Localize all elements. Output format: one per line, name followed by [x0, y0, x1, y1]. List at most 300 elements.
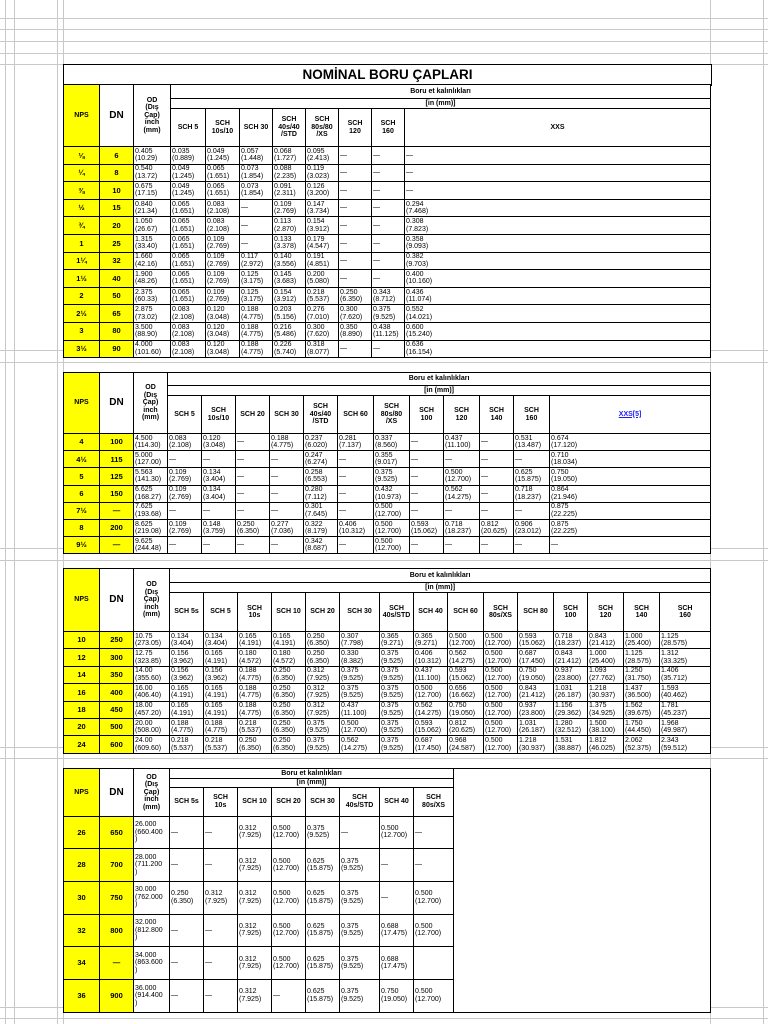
wall-value-line: 0.375: [381, 737, 399, 745]
wall-value-line: —: [373, 204, 380, 212]
wall-value-line: 1.375: [589, 702, 607, 710]
wall-thickness-cell: [338, 519, 374, 536]
wall-thickness-cell: [206, 340, 240, 358]
wall-value-line: (45.237): [661, 709, 688, 717]
dn-cell: 65: [100, 305, 134, 323]
wall-thickness-cell: [339, 234, 372, 252]
wall-value-line: 0.322: [305, 520, 323, 528]
wall-thickness-cell: [306, 182, 339, 200]
od-value-line: (508.00): [135, 727, 162, 735]
od-value-line: 20.00: [135, 719, 153, 727]
wall-value-line: (4.775): [271, 442, 294, 450]
wall-thickness-cell: [340, 701, 380, 718]
wall-thickness-cell: [306, 322, 339, 340]
wall-value-line: —: [203, 455, 210, 463]
wall-value-line: (19.050): [381, 995, 408, 1003]
wall-value-line: 0.500: [449, 632, 467, 640]
wall-value-line: 0.300: [307, 323, 325, 331]
wall-value-line: 0.134: [203, 468, 221, 476]
od-cell: [134, 649, 170, 666]
schedule-header-line: SCH 30: [243, 123, 269, 131]
wall-value-line: 0.147: [307, 200, 325, 208]
wall-value-line: (15.875): [307, 995, 334, 1003]
schedule-header-line: 120: [599, 612, 612, 619]
wall-value-line: 0.864: [551, 486, 569, 494]
wall-value-line: (33.325): [661, 657, 688, 665]
wall-value-line: —: [373, 169, 380, 177]
table-row: [64, 684, 711, 701]
wall-thickness-cell: [240, 164, 273, 182]
table-row: [64, 217, 711, 235]
schedule-header: [240, 109, 273, 147]
wall-value-line: 0.500: [485, 684, 503, 692]
wall-value-line: (12.700): [273, 832, 300, 840]
wall-thickness-cell: [340, 666, 380, 683]
wall-value-line: (5.537): [171, 744, 194, 752]
wall-thickness-cell: [518, 736, 554, 753]
wall-thickness-band: Boru et kalınlıkları: [168, 373, 711, 386]
od-value-line: 0.540: [135, 165, 153, 173]
dn-cell: 100: [100, 434, 134, 451]
wall-thickness-cell: [444, 537, 480, 554]
wall-value-line: (8.077): [307, 348, 330, 356]
od-value-line: 4.500: [135, 434, 153, 442]
schedule-header-line: SCH: [215, 120, 230, 127]
od-value-line: 30.000: [135, 886, 157, 894]
wall-value-line: 0.375: [341, 857, 359, 865]
od-value-line: (863.600: [135, 959, 163, 967]
od-header-line: Çap): [144, 111, 160, 119]
wall-thickness-cell: [339, 305, 372, 323]
wall-value-line: —: [445, 541, 452, 549]
wall-value-line: 0.656: [449, 684, 467, 692]
schedule-header-line: 10s: [248, 612, 261, 619]
table-row: [64, 502, 711, 519]
wall-thickness-cell: [338, 434, 374, 451]
schedule-header-line: SCH: [314, 116, 330, 124]
wall-value-line: —: [171, 828, 178, 836]
wall-value-line: 1.562: [625, 702, 643, 710]
wall-value-line: (5.537): [307, 296, 330, 304]
wall-value-line: 0.688: [381, 955, 399, 963]
wall-thickness-cell: [480, 502, 514, 519]
dn-cell: 6: [100, 147, 134, 165]
wall-value-line: 1.000: [589, 650, 607, 658]
wall-thickness-cell: [206, 252, 240, 270]
wall-value-line: (8.712): [373, 296, 396, 304]
wall-value-line: —: [411, 541, 418, 549]
wall-value-line: (12.700): [341, 727, 368, 735]
wall-value-line: (7.823): [406, 225, 429, 233]
wall-thickness-cell: [550, 519, 711, 536]
od-header: [134, 569, 170, 632]
wall-value-line: —: [171, 959, 178, 967]
wall-value-line: (7.925): [205, 897, 228, 905]
wall-thickness-cell: [660, 684, 711, 701]
wall-value-line: 0.057: [241, 147, 259, 155]
wall-value-line: (11.100): [341, 709, 367, 717]
wall-value-line: 0.312: [239, 890, 257, 898]
wall-thickness-cell: [272, 947, 306, 980]
wall-value-line: (18.034): [551, 459, 578, 467]
od-header-line: inch: [144, 603, 159, 611]
wall-value-line: 0.812: [481, 520, 499, 528]
wall-thickness-cell: [338, 537, 374, 554]
wall-thickness-cell: [240, 182, 273, 200]
wall-thickness-cell: [380, 979, 414, 1012]
wall-value-line: —: [415, 828, 422, 836]
wall-value-line: (12.700): [445, 476, 472, 484]
wall-value-line: 0.125: [241, 270, 259, 278]
wall-value-line: 0.188: [239, 684, 257, 692]
wall-value-line: 0.188: [171, 719, 189, 727]
wall-thickness-cell: [340, 881, 380, 914]
nps-cell: 4½: [64, 451, 100, 468]
wall-value-line: (6.350): [273, 692, 296, 700]
wall-value-line: (2.108): [172, 331, 195, 339]
wall-value-line: 0.083: [207, 218, 225, 226]
wall-thickness-cell: [240, 217, 273, 235]
wall-thickness-cell: [414, 914, 454, 947]
wall-value-line: 0.134: [171, 632, 189, 640]
schedule-header-line: SCH: [419, 407, 434, 414]
wall-value-line: (9.525): [341, 963, 364, 971]
wall-value-line: —: [237, 472, 244, 480]
wall-thickness-cell: [170, 701, 204, 718]
dn-cell: 900: [100, 979, 134, 1012]
schedule-header: [306, 593, 340, 632]
nps-cell: 1: [64, 234, 100, 252]
schedule-header-line: SCH 20: [276, 797, 301, 805]
page-title: NOMİNAL BORU ÇAPLARI: [63, 64, 712, 86]
wall-value-line: (12.700): [381, 832, 408, 840]
wall-thickness-cell: [340, 684, 380, 701]
wall-value-line: (9.525): [307, 727, 330, 735]
wall-thickness-cell: [306, 252, 339, 270]
nps-cell: 36: [64, 979, 100, 1012]
wall-thickness-cell: [444, 519, 480, 536]
wall-value-line: 0.318: [307, 341, 325, 349]
wall-thickness-cell: [518, 649, 554, 666]
wall-value-line: 0.312: [307, 702, 325, 710]
wall-value-line: —: [340, 151, 347, 159]
wall-value-line: (1.651): [172, 296, 195, 304]
schedule-header-line: 80s/XS: [489, 612, 512, 619]
wall-thickness-cell: [372, 217, 405, 235]
wall-value-line: (30.937): [519, 744, 546, 752]
wall-thickness-cell: [240, 340, 273, 358]
wall-thickness-cell: [410, 519, 444, 536]
schedule-header: [171, 109, 206, 147]
od-value-line: (33.40): [135, 243, 158, 251]
wall-value-line: (1.651): [172, 208, 195, 216]
wall-value-line: (5.156): [274, 313, 297, 321]
wall-value-line: (7.137): [339, 442, 362, 450]
od-value-line: 0.840: [135, 200, 153, 208]
wall-value-line: —: [445, 507, 452, 515]
wall-value-line: (5.537): [205, 744, 228, 752]
wall-value-line: 0.145: [274, 270, 292, 278]
schedule-header-line: SCH: [211, 407, 226, 414]
wall-value-line: (3.378): [274, 243, 297, 251]
wall-value-line: (12.700): [485, 692, 512, 700]
od-header-line: inch: [144, 796, 159, 803]
wall-thickness-cell: [518, 684, 554, 701]
od-value-line: ): [135, 999, 138, 1007]
wall-thickness-cell: [444, 434, 480, 451]
schedule-header-line: SCH: [213, 794, 228, 801]
od-cell: [134, 718, 170, 735]
wall-value-line: (3.734): [307, 208, 330, 216]
wall-value-line: (22.225): [551, 528, 578, 536]
schedule-header-line: SCH: [352, 794, 367, 801]
wall-value-line: (9.525): [381, 727, 404, 735]
wall-thickness-cell: [484, 684, 518, 701]
wall-value-line: (2.108): [172, 313, 195, 321]
wall-thickness-cell: [518, 701, 554, 718]
wall-value-line: (5.486): [274, 331, 297, 339]
od-value-line: (17.15): [135, 190, 158, 198]
wall-thickness-cell: [410, 502, 444, 519]
wall-thickness-cell: [204, 816, 238, 849]
wall-value-line: 0.258: [305, 468, 323, 476]
wall-value-line: (19.050): [519, 674, 546, 682]
od-value-line: (21.34): [135, 208, 158, 216]
wall-value-line: 0.500: [485, 719, 503, 727]
wall-thickness-cell: [306, 340, 339, 358]
od-value-line: (914.400: [135, 992, 163, 1000]
wall-value-line: 0.500: [485, 667, 503, 675]
od-header-line: (mm): [142, 803, 161, 811]
wall-value-line: (12.700): [485, 657, 512, 665]
schedule-header-line: SCH 5: [174, 410, 195, 418]
od-cell: [134, 451, 168, 468]
wall-thickness-cell: [380, 649, 414, 666]
schedule-header-line: /XS: [316, 131, 328, 139]
wall-value-line: 2.062: [625, 737, 643, 745]
wall-value-line: 0.250: [273, 667, 291, 675]
wall-value-line: (3.912): [274, 296, 297, 304]
wall-value-line: 0.750: [519, 667, 537, 675]
wall-value-line: 0.750: [449, 702, 467, 710]
wall-value-line: 0.432: [375, 486, 393, 494]
od-cell: [134, 252, 171, 270]
wall-thickness-cell: [340, 649, 380, 666]
wall-value-line: —: [205, 828, 212, 836]
nps-header: NPS: [64, 85, 100, 147]
wall-thickness-cell: [270, 537, 304, 554]
od-value-line: 12.75: [135, 650, 153, 658]
wall-thickness-cell: [170, 914, 204, 947]
wall-value-line: 1.031: [519, 719, 537, 727]
wall-value-line: (5.537): [239, 727, 262, 735]
schedule-header: [306, 109, 339, 147]
wall-value-line: (35.712): [661, 674, 688, 682]
wall-value-line: (4.775): [239, 674, 262, 682]
schedule-header-line: 140: [490, 414, 503, 422]
wall-value-line: (2.108): [172, 348, 195, 356]
wall-value-line: (9.525): [381, 657, 404, 665]
od-cell: [134, 182, 171, 200]
schedule-header-line: SCH: [634, 604, 649, 612]
wall-value-line: (10.973): [375, 493, 402, 501]
od-cell: [134, 234, 171, 252]
wall-value-line: 0.200: [307, 270, 325, 278]
wall-value-line: (9.525): [341, 692, 364, 700]
schedule-header-line: SCH: [347, 120, 363, 127]
wall-value-line: (2.870): [274, 225, 297, 233]
wall-value-line: 0.718: [515, 486, 533, 494]
wall-value-line: 0.301: [305, 503, 323, 511]
wall-value-line: 0.500: [273, 824, 291, 832]
wall-value-line: 0.674: [551, 434, 569, 442]
wall-value-line: 0.126: [307, 182, 325, 190]
wall-value-line: 0.843: [555, 650, 573, 658]
nps-cell: 24: [64, 736, 100, 753]
wall-value-line: (9.525): [381, 744, 404, 752]
nps-cell: 4: [64, 434, 100, 451]
wall-thickness-cell: [339, 322, 372, 340]
wall-value-line: —: [515, 507, 522, 515]
wall-value-line: 0.718: [445, 520, 463, 528]
wall-thickness-cell: [338, 502, 374, 519]
od-cell: [134, 816, 170, 849]
wall-value-line: (15.062): [411, 528, 438, 536]
wall-thickness-cell: [240, 287, 273, 305]
wall-thickness-cell: [414, 666, 448, 683]
wall-value-line: (2.769): [169, 493, 192, 501]
schedule-header-line: SCH: [389, 604, 404, 612]
wall-value-line: (9.271): [381, 640, 404, 648]
wall-value-line: 0.365: [415, 632, 433, 640]
wall-thickness-cell: [518, 632, 554, 649]
wall-value-line: (12.700): [273, 930, 300, 938]
wall-value-line: 0.280: [305, 486, 323, 494]
wall-thickness-cell: [338, 451, 374, 468]
wall-value-line: (7.036): [271, 528, 294, 536]
wall-thickness-cell: [204, 914, 238, 947]
wall-value-line: —: [171, 926, 178, 934]
wall-value-line: 0.625: [307, 922, 325, 930]
dn-cell: —: [100, 947, 134, 980]
wall-thickness-cell: [204, 632, 238, 649]
wall-value-line: 0.687: [415, 737, 433, 745]
wall-value-line: 0.165: [171, 684, 189, 692]
wall-value-line: (2.769): [207, 243, 230, 251]
wall-thickness-cell: [306, 287, 339, 305]
wall-value-line: 0.188: [271, 434, 289, 442]
schedule-header: [554, 593, 588, 632]
wall-value-line: 0.375: [381, 667, 399, 675]
wall-thickness-cell: [380, 914, 414, 947]
nps-header: NPS: [64, 569, 100, 632]
wall-thickness-cell: [550, 451, 711, 468]
wall-value-line: (1.854): [241, 172, 264, 180]
dn-header: DN: [100, 85, 134, 147]
wall-value-line: 0.375: [373, 306, 391, 314]
od-header-line: Çap): [142, 399, 159, 407]
nps-cell: 1¼: [64, 252, 100, 270]
wall-thickness-cell: [171, 322, 206, 340]
wall-thickness-cell: [306, 666, 340, 683]
wall-value-line: (8.560): [375, 442, 398, 450]
schedule-header-line: SCH 60: [453, 608, 478, 616]
wall-thickness-cell: [204, 718, 238, 735]
wall-thickness-cell: [405, 287, 711, 305]
wall-value-line: 0.625: [307, 988, 325, 996]
wall-thickness-cell: [272, 718, 306, 735]
schedule-header: [484, 593, 518, 632]
wall-thickness-cell: [414, 947, 454, 980]
dn-cell: 600: [100, 736, 134, 753]
wall-thickness-cell: [206, 287, 240, 305]
wall-value-line: (27.762): [589, 674, 616, 682]
wall-thickness-cell: [340, 718, 380, 735]
wall-value-line: 0.307: [341, 632, 359, 640]
nps-cell: 14: [64, 666, 100, 683]
wall-value-line: 0.165: [205, 684, 223, 692]
wall-value-line: (9.525): [381, 674, 404, 682]
wall-thickness-cell: [272, 914, 306, 947]
od-value-line: 32.000: [135, 919, 157, 927]
wall-value-line: (16.662): [449, 692, 476, 700]
schedule-header: [588, 593, 624, 632]
wall-value-line: (12.700): [485, 744, 512, 752]
wall-value-line: 0.365: [381, 632, 399, 640]
od-header: [134, 85, 171, 147]
dn-cell: 350: [100, 666, 134, 683]
od-value-line: (127.00): [135, 459, 162, 467]
wall-thickness-cell: [405, 322, 711, 340]
wall-value-line: 0.156: [171, 667, 189, 675]
wall-thickness-cell: [624, 666, 660, 683]
wall-thickness-cell: [306, 649, 340, 666]
wall-thickness-cell: [340, 816, 380, 849]
wall-value-line: 0.500: [485, 737, 503, 745]
dn-cell: 400: [100, 684, 134, 701]
schedule-header-line: 80s/80: [380, 410, 403, 418]
schedule-header: [550, 396, 711, 434]
pipe-table-4: [63, 768, 711, 1013]
table-row: [64, 649, 711, 666]
wall-value-line: —: [481, 489, 488, 497]
wall-value-line: (11.100): [415, 674, 441, 682]
od-header-line: (mm): [142, 611, 161, 619]
wall-value-line: 0.109: [169, 520, 187, 528]
wall-value-line: (3.404): [205, 640, 228, 648]
grid-hline: [0, 362, 768, 363]
wall-value-line: (3.404): [203, 476, 226, 484]
wall-thickness-cell: [414, 849, 454, 882]
schedule-header: [170, 593, 204, 632]
wall-value-line: (9.525): [307, 832, 330, 840]
nps-cell: 2: [64, 287, 100, 305]
wall-thickness-cell: [480, 468, 514, 485]
grid-hline: [0, 29, 768, 30]
wall-value-line: (1.854): [241, 190, 264, 198]
wall-value-line: 0.250: [239, 737, 257, 745]
wall-value-line: (12.700): [375, 510, 402, 518]
table-row: [64, 287, 711, 305]
nps-cell: 32: [64, 914, 100, 947]
od-cell: [134, 147, 171, 165]
wall-value-line: 0.600: [406, 323, 424, 331]
wall-value-line: 0.065: [172, 200, 190, 208]
wall-thickness-cell: [168, 502, 202, 519]
wall-value-line: 0.109: [207, 253, 225, 261]
od-value-line: 26.000: [135, 821, 157, 829]
grid-hline: [0, 41, 768, 42]
